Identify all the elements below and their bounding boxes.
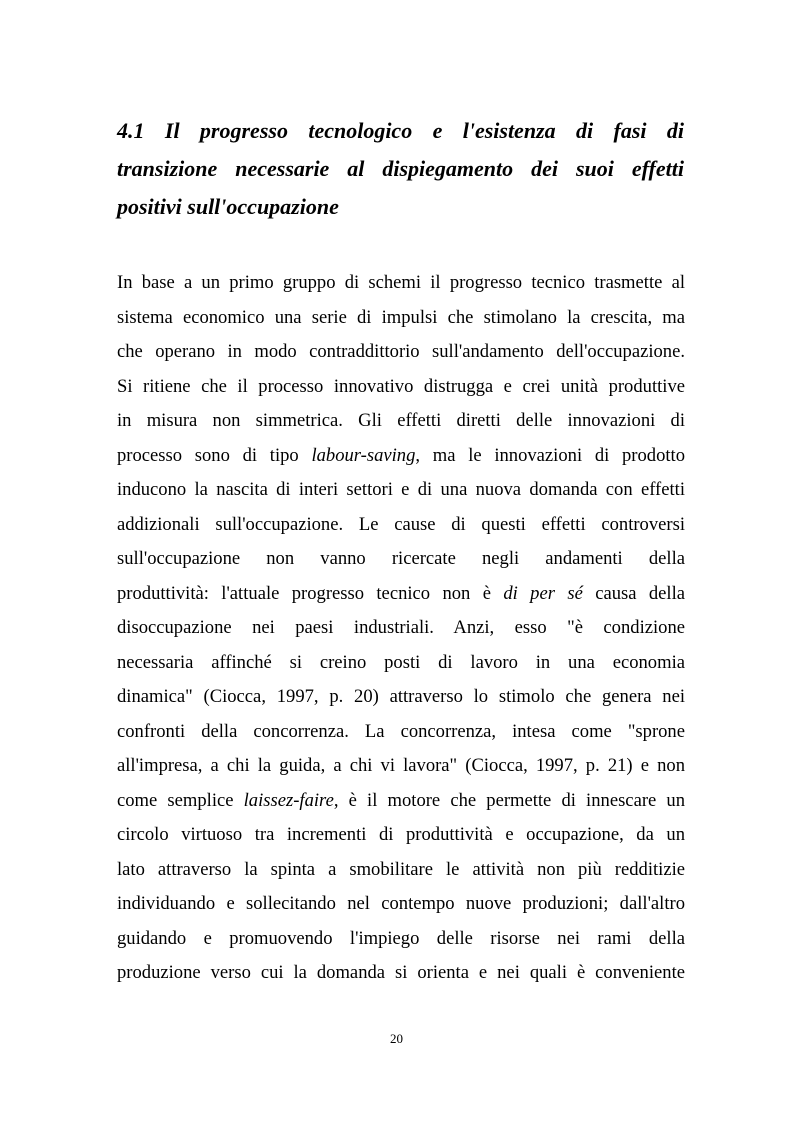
italic-term: laissez-faire: [243, 789, 334, 811]
text-run: produttività: l'attuale progresso tecnico non è: [117, 582, 504, 604]
text-line: guidando e promuovendo l'impiego delle risorse nei rami della: [117, 927, 685, 949]
italic-term: di per sé: [503, 582, 583, 604]
text-line: inducono la nascita di interi settori e di una nuova domanda con effetti: [117, 479, 685, 500]
text-line: addizionali sull'occupazione. Le cause di questi effetti controversi: [117, 513, 685, 535]
text-run: , ma le innovazioni di prodotto: [415, 444, 686, 466]
text-line: Si ritiene che il processo innovativo distrugga e crei unità produttive: [117, 375, 685, 397]
heading-line-3: positivi sull'occupazione: [117, 194, 339, 219]
text-line: dinamica" (Ciocca, 1997, p. 20) attraverso lo stimolo che genera nei: [117, 686, 685, 707]
text-line: necessaria affinché si creino posti di lavoro in una economia: [117, 651, 685, 673]
text-run: processo sono di tipo: [117, 444, 312, 466]
text-line: [117, 577, 685, 612]
text-line: sull'occupazione non vanno ricercate negli andamenti della: [117, 548, 685, 569]
text-line: lato attraverso la spinta a smobilitare le attività non più redditizie: [117, 858, 685, 880]
page-number: 20: [390, 1031, 403, 1046]
body-paragraph: [117, 266, 685, 991]
text-line: in misura non simmetrica. Gli effetti diretti delle innovazioni di: [117, 410, 685, 431]
text-run: causa della: [582, 582, 685, 604]
italic-term: labour-saving: [311, 444, 416, 466]
text-line: circolo virtuoso tra incrementi di produttività e occupazione, da un: [117, 824, 685, 845]
text-line: confronti della concorrenza. La concorrenza, intesa come "sprone: [117, 720, 685, 742]
text-line: [117, 784, 685, 819]
text-line: che operano in modo contraddittorio sull'andamento dell'occupazione.: [117, 341, 685, 362]
section-heading: [117, 112, 684, 226]
text-run: come semplice: [117, 789, 244, 811]
heading-line-1: 4.1 Il progresso tecnologico e l'esistenza di fasi di: [117, 118, 684, 143]
text-line: disoccupazione nei paesi industriali. Anzi, esso "è condizione: [117, 617, 685, 638]
text-line: all'impresa, a chi la guida, a chi vi lavora" (Ciocca, 1997, p. 21) e non: [117, 755, 685, 776]
text-run: , è il motore che permette di innescare un: [333, 789, 685, 811]
text-line: sistema economico una serie di impulsi che stimolano la crescita, ma: [117, 306, 685, 328]
heading-line-2: transizione necessarie al dispiegamento dei suoi effetti: [117, 156, 684, 181]
text-line: [117, 439, 685, 474]
text-line: individuando e sollecitando nel contempo nuove produzioni; dall'altro: [117, 893, 685, 914]
text-line: In base a un primo gruppo di schemi il progresso tecnico trasmette al: [117, 272, 685, 293]
text-line: produzione verso cui la domanda si orienta e nei quali è conveniente: [117, 962, 685, 983]
